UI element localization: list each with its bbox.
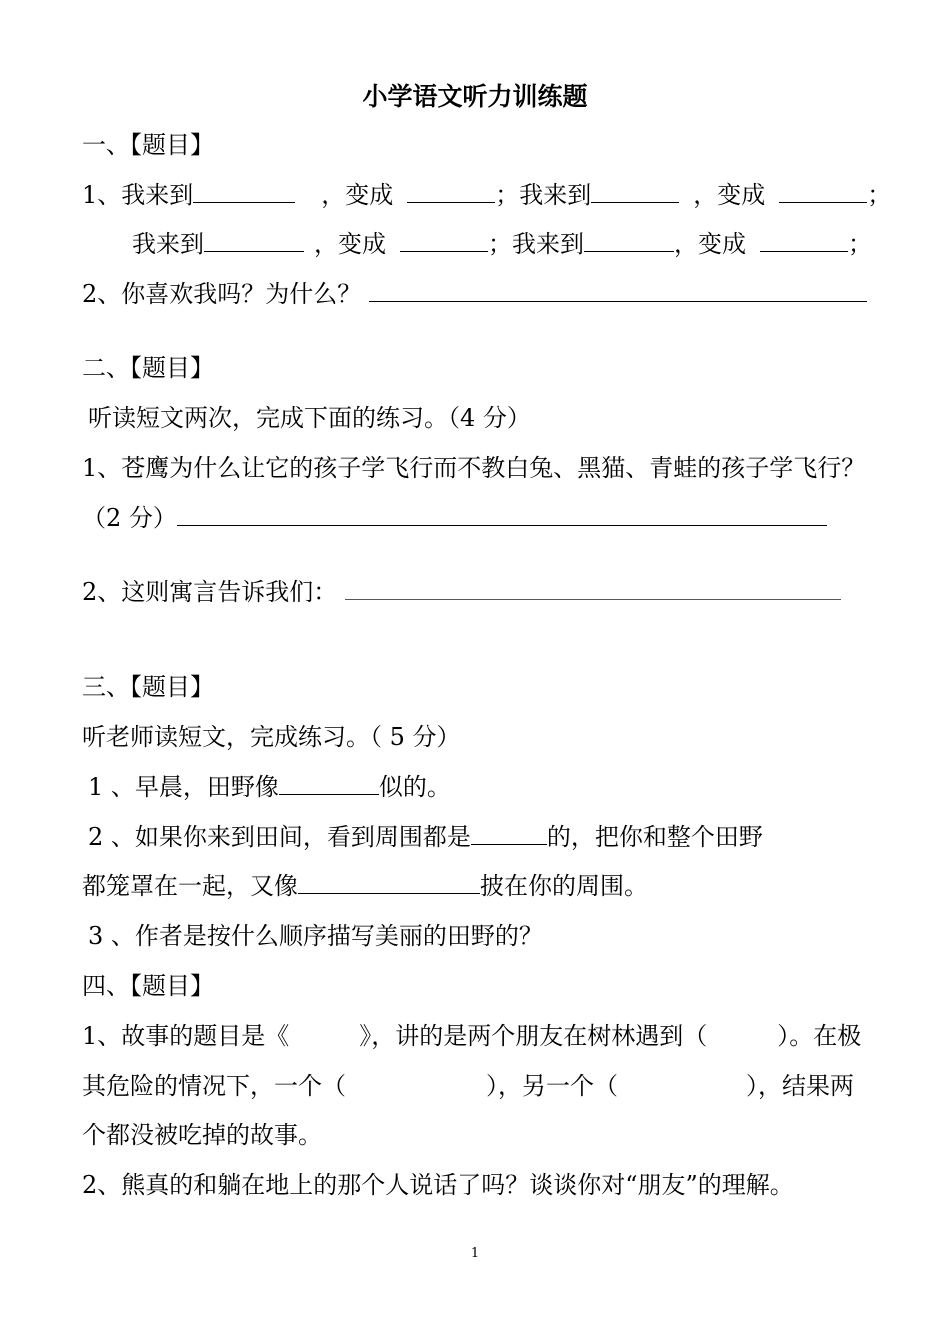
s4-question-1-line-1 (82, 1021, 861, 1051)
s3-intro: 听老师读短文，完成练习。（ 5 分） (82, 723, 461, 751)
text: 都笼罩在一起，又像 (82, 872, 298, 900)
text: 似的。 (378, 773, 451, 801)
s1-question-1-line-2 (132, 229, 872, 259)
s3-question-2-line-2 (82, 871, 648, 901)
text: ；我来到 (488, 230, 584, 258)
fill-blank[interactable] (779, 180, 867, 203)
text: ，变成 (674, 230, 746, 258)
answer-line[interactable] (345, 577, 841, 600)
fill-blank[interactable] (760, 229, 848, 252)
text: ），另一个（ (486, 1072, 618, 1100)
s3-question-2-line-1 (88, 822, 763, 852)
s4-question-2: 2、熊真的和躺在地上的那个人说话了吗？谈谈你对“朋友”的理解。 (82, 1171, 794, 1199)
score-text: （2 分） (82, 504, 177, 532)
s2-question-2 (82, 577, 841, 607)
s1-question-1-line-1 (82, 180, 891, 210)
text: 1、我来到 (82, 181, 194, 209)
text: 2、你喜欢我吗？为什么？ (82, 280, 362, 308)
text: 》，讲的是两个朋友在树林遇到（ (359, 1022, 708, 1050)
s3-question-3: 3 、作者是按什么顺序描写美丽的田野的？ (88, 922, 543, 950)
fill-blank[interactable] (204, 229, 304, 252)
text: 披在你的周围。 (480, 872, 648, 900)
fill-blank[interactable] (279, 772, 379, 795)
text: ；我来到 (495, 181, 592, 209)
section-2-heading: 二、【题目】 (82, 354, 214, 382)
page-number: 1 (470, 1246, 480, 1261)
fill-blank[interactable] (407, 180, 495, 203)
text: ，变成 (693, 181, 766, 209)
answer-line[interactable] (369, 279, 867, 302)
text: 1 、早晨，田野像 (88, 773, 279, 801)
s4-question-1-line-2 (82, 1071, 854, 1101)
fill-blank[interactable] (400, 229, 488, 252)
s4-question-1-line-3: 个都没被吃掉的故事。 (82, 1121, 322, 1149)
section-4-heading: 四、【题目】 (82, 972, 214, 1000)
text: ； (867, 181, 892, 209)
text: ，变成 (314, 230, 386, 258)
s3-question-1 (88, 772, 451, 802)
s2-question-1-answer (82, 503, 827, 533)
text: 其危险的情况下，一个（ (82, 1072, 346, 1100)
page-title: 小学语文听力训练题 (362, 82, 588, 111)
text: 2、这则寓言告诉我们： (82, 578, 338, 606)
fill-blank[interactable] (298, 871, 480, 894)
s2-intro: 听读短文两次，完成下面的练习。（4 分） (88, 404, 531, 432)
s2-question-1: 1、苍鹰为什么让它的孩子学飞行而不教白兔、黑猫、青蛙的孩子学飞行？ (82, 454, 866, 482)
text: ； (848, 230, 872, 258)
text: 的，把你和整个田野 (546, 823, 763, 851)
fill-blank[interactable] (591, 180, 679, 203)
text: 我来到 (132, 230, 204, 258)
section-1-heading: 一、【题目】 (82, 131, 214, 159)
s1-question-2 (82, 279, 867, 309)
text: ，变成 (321, 181, 394, 209)
section-3-heading: 三、【题目】 (82, 673, 214, 701)
answer-line[interactable] (177, 503, 827, 526)
text: ），结果两 (746, 1072, 854, 1100)
fill-blank[interactable] (584, 229, 674, 252)
text: ）。在极 (777, 1022, 862, 1050)
text: 2 、如果你来到田间，看到周围都是 (88, 823, 471, 851)
fill-blank[interactable] (471, 822, 547, 845)
text: 1、故事的题目是《 (82, 1022, 290, 1050)
fill-blank[interactable] (193, 180, 295, 203)
